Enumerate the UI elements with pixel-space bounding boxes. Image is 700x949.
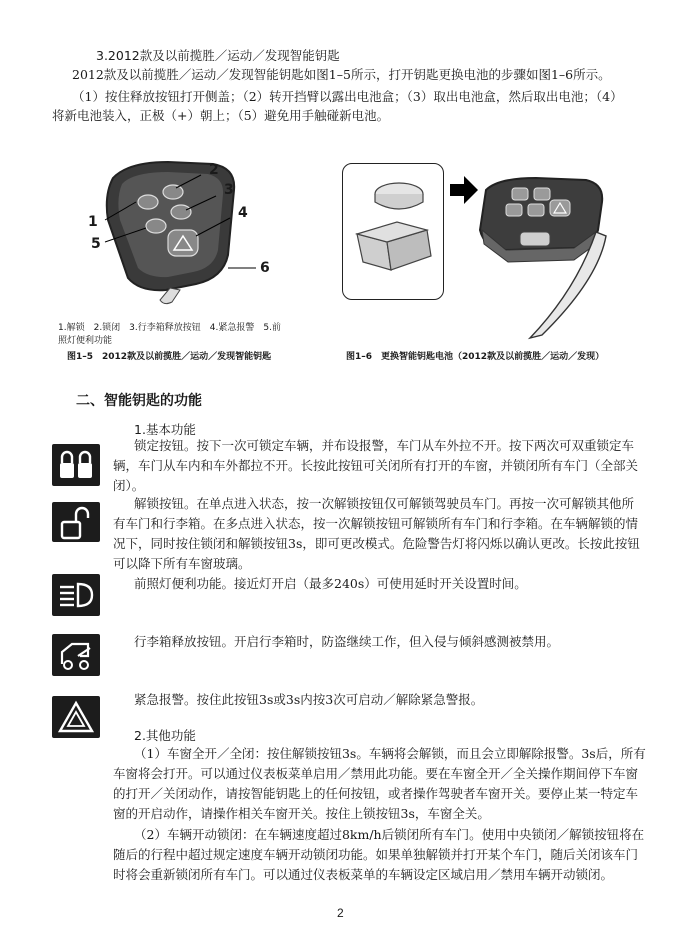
alarm-desc: 紧急报警。按住此按钮3s或3s内按3次可启动／解除紧急警报。 <box>134 692 484 707</box>
unlock-button-icon <box>52 502 100 542</box>
battery-tray-illustration <box>343 164 443 299</box>
unlock-desc-line-3: 况下，同时按住锁闭和解锁按钮3s，即可更改模式。危险警告灯将闪烁以确认更改。长按此按钮 <box>113 536 640 551</box>
window-desc-line-1: （1）车窗全开／全闭：按住解锁按钮3s。车辆将会解锁，而且会立即解除报警。3s后，所有 <box>134 746 646 761</box>
headlamp-desc: 前照灯便利功能。接近灯开启（最多240s）可使用延时开关设置时间。 <box>134 576 527 591</box>
callout-5: 5 <box>91 236 101 252</box>
other-functions-title: 2.其他功能 <box>134 728 196 743</box>
window-desc-line-2: 车窗将会打开。可以通过仪表板菜单启用／禁用此功能。要在车窗全开／全关操作期间停下车窗 <box>113 766 639 781</box>
figure-2-caption: 图1–6 更换智能钥匙电池（2012款及以前揽胜／运动／发现） <box>346 352 605 362</box>
smart-key-illustration <box>78 150 298 310</box>
callout-4: 4 <box>238 205 248 221</box>
trunk-desc: 行李箱释放按钮。开启行李箱时，防盗继续工作，但入侵与倾斜感测被禁用。 <box>134 634 560 649</box>
arrow-right-icon <box>450 176 478 204</box>
basic-functions-title: 1.基本功能 <box>134 422 196 437</box>
drive-lock-desc-line-3: 时将会重新锁闭所有车门。可以通过仪表板菜单的车辆设定区域启用／禁用车辆开动锁闭。 <box>113 867 614 882</box>
trunk-key-button <box>171 205 191 219</box>
lock-desc-line-3: 闭）。 <box>113 478 145 493</box>
figure-1-legend-line-2: 照灯便利功能 <box>58 336 113 346</box>
headlamp-key-button <box>146 219 166 233</box>
unlock-key-button <box>138 195 158 209</box>
window-desc-line-3: 的打开／关闭动作，请按智能钥匙上的任何按钮，或者操作驾驶者车窗开关。要停止某一特定车 <box>113 786 639 801</box>
drive-lock-desc-line-1: （2）车辆开动锁闭：在车辆速度超过8km/h后锁闭所有车门。使用中央锁闭／解锁按钮将在 <box>134 827 645 842</box>
window-desc-line-4: 窗的开启动作，请操作相关车窗开关。按住上锁按钮3s，车窗全关。 <box>113 806 490 821</box>
alarm-key-button <box>168 230 198 256</box>
section-title: 二、智能钥匙的功能 <box>76 393 202 409</box>
lock-button-icon <box>52 444 100 486</box>
callout-3: 3 <box>224 182 234 198</box>
page-number: 2 <box>337 906 344 920</box>
figure-1-caption: 图1–5 2012款及以前揽胜／运动／发现智能钥匙 <box>67 352 272 362</box>
steps-line-1: （1）按住释放按钮打开侧盖；（2）转开挡臂以露出电池盒；（3）取出电池盒，然后取出电池；（4） <box>72 89 623 104</box>
callout-6: 6 <box>260 260 270 276</box>
unlock-desc-line-4: 可以降下所有车窗玻璃。 <box>113 556 251 571</box>
callout-1: 1 <box>88 214 98 230</box>
figure-smart-key <box>78 150 298 310</box>
intro-paragraph: 2012款及以前揽胜／运动／发现智能钥匙如图1–5所示，打开钥匙更换电池的步骤如图1–6所示。 <box>72 67 611 82</box>
alarm-button-icon <box>52 696 100 738</box>
drive-lock-desc-line-2: 随后的行程中超过规定速度车辆开动锁闭功能。如果单独解锁并打开某个车门，随后关闭该车门 <box>113 847 639 862</box>
lock-desc-line-1: 锁定按钮。按下一次可锁定车辆，并布设报警，车门从车外拉不开。按下两次可双重锁定车 <box>134 438 635 453</box>
figure-battery-box <box>342 163 444 300</box>
figure-1-legend-line-1: 1.解锁 2.锁闭 3.行李箱释放按钮 4.紧急报警 5.前 <box>58 323 281 333</box>
section-heading: 3.2012款及以前揽胜／运动／发现智能钥匙 <box>96 48 340 63</box>
open-key-illustration <box>446 170 676 345</box>
callout-2: 2 <box>209 162 219 178</box>
unlock-desc-line-2: 有车门和行李箱。在多点进入状态，按一次解锁按钮可解锁所有车门和行李箱。在车辆解锁的情 <box>113 516 639 531</box>
figure-key-open <box>446 170 676 345</box>
headlamp-button-icon <box>52 574 100 616</box>
steps-line-2: 将新电池装入，正极（+）朝上；（5）避免用手触碰新电池。 <box>52 108 390 123</box>
unlock-desc-line-1: 解锁按钮。在单点进入状态，按一次解锁按钮仅可解锁驾驶员车门。再按一次可解锁其他所 <box>134 496 635 511</box>
lock-desc-line-2: 辆，车门从车内和车外都拉不开。长按此按钮可关闭所有打开的车窗，并锁闭所有车门（全部关 <box>113 458 639 473</box>
lock-key-button <box>163 185 183 199</box>
trunk-button-icon <box>52 634 100 676</box>
